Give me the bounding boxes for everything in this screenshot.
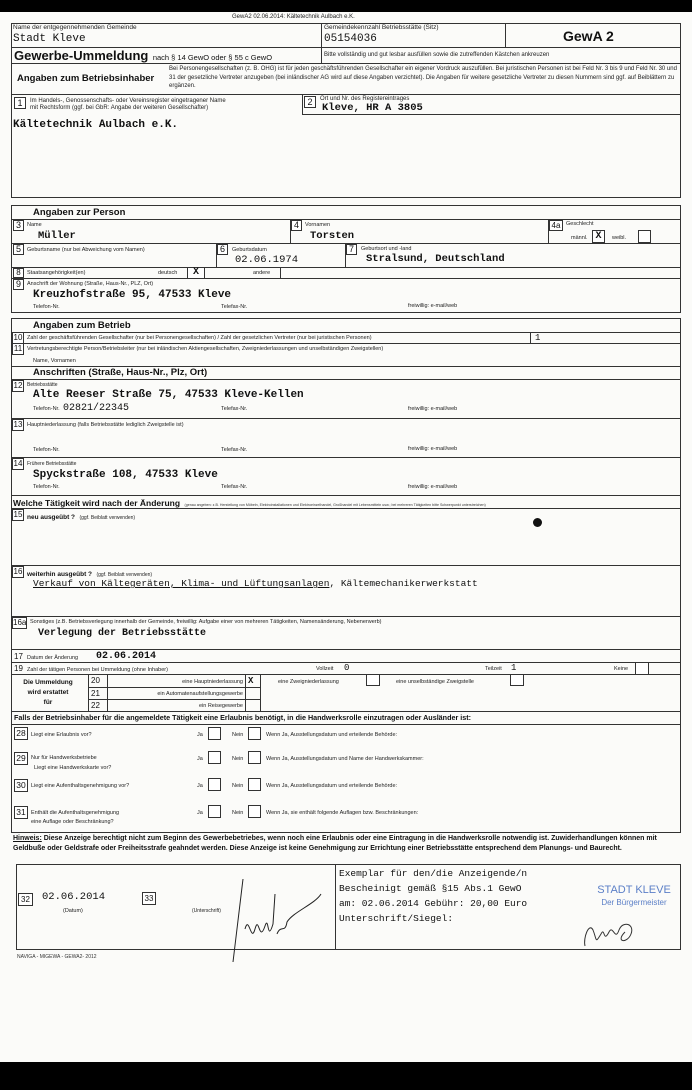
- f12-value: Alte Reeser Straße 75, 47533 Kleve-Kellen: [33, 389, 304, 401]
- f6-value: 02.06.1974: [235, 254, 299, 266]
- owner-heading: Angaben zum Betriebsinhaber: [17, 73, 155, 84]
- f14-fax: Telefax-Nr.: [221, 484, 248, 490]
- gemeinde-value: Stadt Kleve: [13, 33, 86, 45]
- permit-30-nein-checkbox[interactable]: [248, 778, 261, 791]
- hauptniederlassung-checkbox[interactable]: X: [248, 676, 254, 686]
- zweig-label: eine Zweigniederlassung: [278, 679, 339, 685]
- f14-web: freiwillig: e-mail/web: [408, 484, 458, 490]
- permit-block: [11, 724, 681, 833]
- permit-31-ja-checkbox[interactable]: [208, 805, 221, 818]
- f19-keine-label: Keine: [614, 666, 629, 672]
- f10-value: 1: [535, 333, 541, 343]
- field-number: 1: [14, 97, 26, 109]
- permit-30-ja-checkbox[interactable]: [208, 778, 221, 791]
- field-number: 21: [91, 689, 100, 698]
- f14-value: Spyckstraße 108, 47533 Kleve: [33, 469, 218, 481]
- permit-29-detail: Wenn Ja, Ausstellungsdatum und Name der Handwerkskammer:: [266, 756, 424, 762]
- permit-30-label: Liegt eine Aufenthaltsgenehmigung vor?: [31, 783, 130, 789]
- hinweis: [13, 834, 681, 853]
- field-number: 17: [14, 652, 23, 661]
- permit-31-ja: Ja: [197, 810, 203, 816]
- field-number: 30: [14, 779, 28, 792]
- row20-label: eine Hauptniederlassung: [182, 679, 243, 685]
- zweig-checkbox[interactable]: [366, 674, 380, 686]
- field-number: 3: [13, 220, 24, 231]
- f17-label: Datum der Änderung: [27, 655, 79, 661]
- activity-heading-note: (genau angeben: z.B. Herstellung von Möbeln, Elektroinstallationen und Elektroeinzelhandel, Großhandel mit Lebensmitteln usw.; bei mehreren Tätigkeiten bitte Schwerpunkt unterstreichen): [184, 503, 486, 507]
- f12-tel-value: 02821/22345: [63, 403, 130, 414]
- permit-31-label: Enthält die Aufenthaltsgenehmigung: [31, 810, 120, 816]
- f16-value-primary: Verkauf von Kältegeräten, Klima- und Lüftungsanlagen: [33, 578, 330, 589]
- f11-label: Vertretungsberechtigte Person/Betriebsleiter (nur bei inländischen Aktiengesellschaften, Zweigniederlassungen und unselbständigen Zweigstellen): [27, 346, 384, 352]
- row22-label: ein Reisegewerbe: [198, 703, 243, 709]
- f3-value: Müller: [38, 230, 76, 242]
- permit-29-ja-checkbox[interactable]: [208, 751, 221, 764]
- permit-28-nein-checkbox[interactable]: [248, 727, 261, 740]
- owner-note: Bei Personengesellschaften (z. B. OHG) ist für jeden geschäftsführenden Gesellschafter ein eigener Vordruck auszufüllen. Bei juristischen Personen ist bei Feld Nr. 3 bis 9 und Feld Nr. 30 und 31 der gesetzliche Vertreter anzugeben (bei inländischer AG wird auf diese Angaben verzichtet). Die Angaben für weitere gesetzliche Vertreter zu diesen Nummern sind ggf. auf Beiblättern zu ergänzen.: [169, 66, 677, 89]
- permit-28-detail: Wenn Ja, Ausstellungsdatum und erteilende Behörde:: [266, 732, 398, 738]
- f13-tel: Telefon-Nr.: [33, 447, 60, 453]
- field-number: 8: [13, 268, 24, 278]
- ummeldung-label-3: für: [43, 699, 53, 706]
- field-number: 5: [13, 244, 24, 255]
- permit-29-ja: Ja: [197, 756, 203, 762]
- f19-vollzeit: 0: [344, 663, 350, 673]
- permit-28-ja-checkbox[interactable]: [208, 727, 221, 740]
- permit-heading: Falls der Betriebsinhaber für die angemeldete Tätigkeit eine Erlaubnis benötigt, in die Handwerksrolle einzutragen oder Ausländer ist:: [14, 713, 472, 722]
- permit-30-ja: Ja: [197, 783, 203, 789]
- f8-deutsch-label: deutsch: [158, 270, 178, 276]
- female-checkbox[interactable]: [638, 230, 651, 243]
- permit-29-nein: Nein: [232, 756, 244, 762]
- f2-value: Kleve, HR A 3805: [322, 102, 423, 114]
- f3-label: Name: [27, 222, 42, 228]
- form-page: [0, 12, 692, 1062]
- f32-date: 02.06.2014: [42, 891, 106, 903]
- ummeldung-label-1: Die Ummeldung: [23, 679, 73, 686]
- header-note: GewA2 02.06.2014: Kältetechnik Aulbach e.K.: [232, 14, 355, 20]
- f14-tel: Telefon-Nr.: [33, 484, 60, 490]
- f7-label: Geburtsort und -land: [361, 246, 412, 252]
- field-number: 2: [304, 96, 316, 108]
- field-number: 15: [13, 510, 23, 519]
- signature-icon: [225, 874, 325, 964]
- field-number: 6: [217, 244, 228, 255]
- f16-note: (ggf. Beiblatt verwenden): [96, 572, 153, 578]
- f4a-label: Geschlecht: [566, 221, 594, 227]
- reise-checkbox[interactable]: [247, 700, 259, 710]
- form-title-sub: nach § 14 GewO oder § 55 c GewO: [152, 53, 273, 62]
- field-number: 4: [291, 220, 302, 231]
- f5-label: Geburtsname (nur bei Abweichung vom Namen): [27, 247, 145, 253]
- male-checkbox[interactable]: X: [592, 230, 605, 243]
- permit-28-ja: Ja: [197, 732, 203, 738]
- cert-line-2: Bescheinigt gemäß §15 Abs.1 GewO: [339, 883, 522, 894]
- official-signature-icon: [575, 910, 645, 950]
- kennzahl-value: 05154036: [324, 33, 377, 45]
- field-number: 33: [142, 892, 156, 905]
- field-number: 10: [13, 333, 23, 342]
- f16-label: weiterhin ausgeübt ?: [27, 571, 93, 578]
- field-number: 13: [13, 420, 23, 429]
- ummeldung-label-2: wird erstattet: [27, 689, 69, 696]
- field-number: 16a: [13, 618, 27, 627]
- f11-sub: Name, Vornamen: [33, 358, 76, 364]
- f12-label: Betriebsstätte: [27, 382, 58, 388]
- field-number: 20: [91, 676, 100, 685]
- f33-label: (Unterschrift): [192, 908, 221, 914]
- field-number: 32: [18, 893, 33, 906]
- person-heading: Angaben zur Person: [33, 207, 126, 218]
- f4-value: Torsten: [310, 230, 355, 242]
- permit-29-label2: Liegt eine Handwerkskarte vor?: [34, 765, 112, 771]
- f12-web: freiwillig: e-mail/web: [408, 406, 458, 412]
- f1-label-2: mit Rechtsform (ggf. bei GbR: Angabe der weiteren Gesellschafter): [30, 105, 209, 111]
- activity-heading-main: Welche Tätigkeit wird nach der Änderung: [13, 498, 181, 508]
- f10-label: Zahl der geschäftsführenden Gesellschafter (nur bei Personengesellschaften) / Zahl der gesetzlichen Vertreter (nur bei juristischen Personen): [27, 335, 372, 341]
- f16-value: [33, 578, 478, 589]
- addresses-heading: Anschriften (Straße, Haus-Nr., Plz, Ort): [33, 367, 208, 378]
- certificate: [339, 866, 527, 926]
- permit-30-nein: Nein: [232, 783, 244, 789]
- f4a-male-label: männl.: [571, 235, 588, 241]
- field-number: 7: [346, 244, 357, 255]
- f9-web: freiwillig: e-mail/web: [408, 303, 458, 309]
- f15-note: (ggf. Beiblatt verwenden): [79, 515, 136, 521]
- f19-vollzeit-label: Vollzeit: [316, 666, 334, 672]
- permit-30-detail: Wenn Ja, Ausstellungsdatum und erteilende Behörde:: [266, 783, 398, 789]
- ummeldung-label: [14, 678, 82, 708]
- permit-28-nein: Nein: [232, 732, 244, 738]
- footer: NAVIGA - MIGEWA - GEWA2- 2012: [17, 954, 97, 960]
- field-number: 12: [13, 381, 23, 390]
- field-number: 29: [14, 752, 28, 765]
- field-number: 19: [14, 664, 23, 673]
- field-number: 16: [13, 567, 23, 576]
- form-title-main: Gewerbe-Ummeldung: [14, 48, 149, 63]
- hinweis-prefix: Hinweis:: [13, 835, 42, 842]
- unselb-checkbox[interactable]: [510, 674, 524, 686]
- f8-label: Staatsangehörigkeit(en): [27, 270, 86, 276]
- f15-label-group: [27, 511, 135, 522]
- permit-31-label2: eine Auflage oder Beschränkung?: [31, 819, 114, 825]
- field-number: 4a: [549, 220, 563, 231]
- cert-line-4: Unterschrift/Siegel:: [339, 913, 454, 924]
- field-number: 11: [13, 344, 23, 353]
- field-number: 31: [14, 806, 28, 819]
- permit-31-nein: Nein: [232, 810, 244, 816]
- cert-line-3: am: 02.06.2014 Gebühr: 20,00 Euro: [339, 898, 528, 909]
- betrieb-heading: Angaben zum Betrieb: [33, 320, 131, 331]
- deutsch-checkbox[interactable]: X: [187, 267, 205, 279]
- permit-31-detail: Wenn Ja, sie enthält folgende Auflagen bzw. Beschränkungen:: [266, 810, 419, 816]
- f1-value: Kältetechnik Aulbach e.K.: [13, 119, 179, 131]
- f9-tel: Telefon-Nr.: [33, 304, 60, 310]
- f15-label: neu ausgeübt ?: [27, 514, 76, 521]
- field-number: 28: [14, 727, 28, 740]
- f19-teilzeit-label: Teilzeit: [485, 666, 502, 672]
- f4-label: Vornamen: [305, 222, 331, 228]
- permit-29-label: Nur für Handwerksbetriebe: [31, 755, 97, 761]
- f2-label: Ort und Nr. des Registereintrages: [320, 96, 410, 102]
- cert-line-1: Exemplar für den/die Anzeigende/n: [339, 868, 528, 879]
- f12-tel: Telefon-Nr.: [33, 406, 60, 412]
- field-number: 9: [13, 279, 24, 290]
- f16a-value: Verlegung der Betriebsstätte: [38, 628, 207, 639]
- f12-fax: Telefax-Nr.: [221, 406, 248, 412]
- f13-label: Hauptniederlassung (falls Betriebsstätte lediglich Zweigstelle ist): [27, 422, 184, 428]
- field-number: 22: [91, 701, 100, 710]
- f13-fax: Telefax-Nr.: [221, 447, 248, 453]
- instruction-text: Bitte vollständig und gut lesbar ausfüllen sowie die zutreffenden Kästchen ankreuzen: [324, 52, 550, 58]
- unselb-label: eine unselbständige Zweigstelle: [396, 679, 474, 685]
- field-number: 14: [13, 459, 23, 468]
- stamp-title: STADT KLEVE: [597, 884, 671, 896]
- f8-andere-label: andere: [253, 270, 271, 276]
- f9-label: Anschrift der Wohnung (Straße, Haus-Nr., PLZ, Ort): [27, 281, 154, 287]
- f6-label: Geburtsdatum: [232, 247, 267, 253]
- f9-value: Kreuzhofstraße 95, 47533 Kleve: [33, 289, 232, 301]
- f19-teilzeit: 1: [511, 663, 517, 673]
- hinweis-text: Diese Anzeige berechtigt nicht zum Beginn des Gewerbebetriebes, wenn noch eine Erlaubnis oder eine Eintragung in die Handwerksrolle notwendig ist. Zuwiderhandlungen können mit Geldbuße oder Geldstrafe oder Freiheitsstrafe geahndet werden. Diese Anzeige ist keine Genehmigung zur Errichtung einer Betriebsstätte entsprechend dem Planungs- und Baurecht.: [13, 835, 657, 852]
- f32-label: (Datum): [63, 908, 83, 914]
- row21-label: ein Automatenaufstellungsgewerbe: [157, 691, 243, 697]
- f1-label-1: Im Handels-, Genossenschafts- oder Vereinsregister eingetragener Name: [30, 98, 226, 104]
- f13-web: freiwillig: e-mail/web: [408, 446, 458, 452]
- f7-value: Stralsund, Deutschland: [366, 253, 505, 265]
- kennzahl-label: Gemeindekennzahl Betriebsstätte (Sitz): [324, 24, 439, 31]
- gemeinde-label: Name der entgegennehmenden Gemeinde: [13, 24, 137, 31]
- f17-value: 02.06.2014: [96, 651, 157, 662]
- permit-29-nein-checkbox[interactable]: [248, 751, 261, 764]
- f19-label: Zahl der tätigen Personen bei Ummeldung (ohne Inhaber): [27, 667, 168, 673]
- automaten-checkbox[interactable]: [247, 688, 259, 698]
- f4a-female-label: weibl.: [612, 235, 627, 241]
- f9-fax: Telefax-Nr.: [221, 304, 248, 310]
- f16a-label: Sonstiges (z.B. Betriebsverlegung innerhalb der Gemeinde, freiwillig: Aufgabe einer von mehreren Tätigkeiten, Namensänderung, Nebenerwerb): [30, 619, 382, 625]
- form-code: GewA 2: [563, 28, 614, 44]
- f16-value-rest: , Kältemechanikerwerkstatt: [329, 578, 478, 589]
- stamp-subtitle: Der Bürgermeister: [601, 898, 667, 907]
- f14-label: Frühere Betriebsstätte: [27, 461, 77, 467]
- permit-28-label: Liegt eine Erlaubnis vor?: [31, 732, 92, 738]
- permit-31-nein-checkbox[interactable]: [248, 805, 261, 818]
